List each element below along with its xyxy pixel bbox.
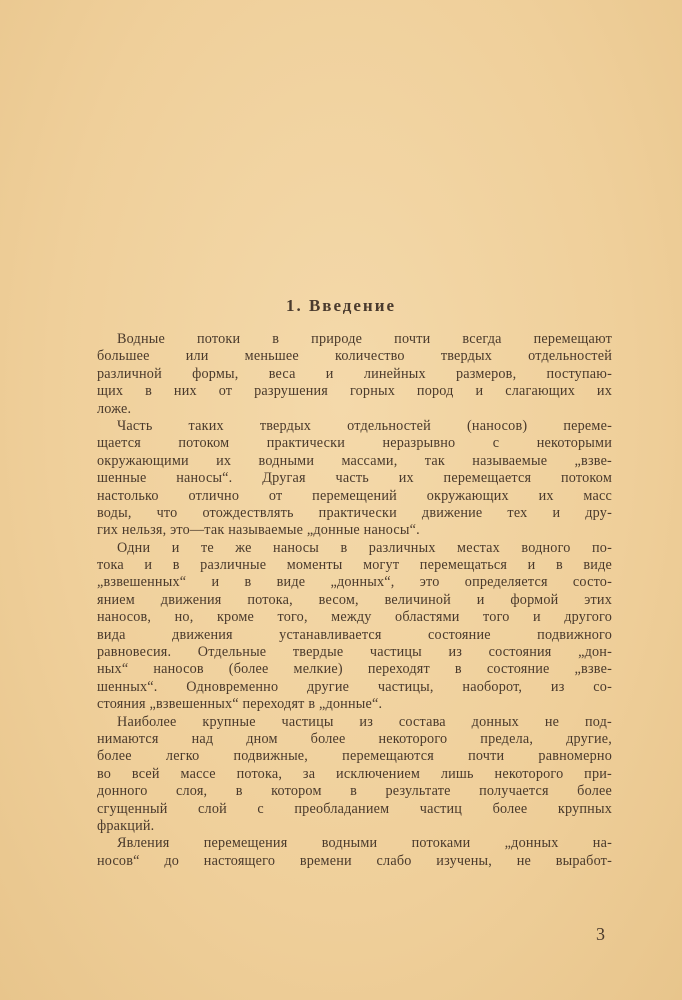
- text-line: янием движения потока, весом, величиной и формой этих: [97, 591, 612, 608]
- text-line: настолько отлично от перемещений окружающих их масс: [97, 487, 612, 504]
- text-line: окружающими их водными массами, так называемые „взве-: [97, 452, 612, 469]
- text-line: гих нельзя, это—так называемые „донные наносы“.: [97, 522, 420, 539]
- text-line: равновесия. Отдельные твердые частицы из состояния „дон-: [97, 644, 612, 661]
- text-line: шенных“. Одновременно другие частицы, наоборот, из со-: [97, 678, 612, 695]
- page-number: 3: [596, 924, 605, 944]
- text-line: Явления перемещения водными потоками „донных на-: [117, 835, 612, 852]
- text-line: Одни и те же наносы в различных местах водного по-: [117, 539, 612, 556]
- text-line: тока и в различные моменты могут перемещаться и в виде: [97, 557, 612, 574]
- text-line: воды, что отождествлять практически движение тех и дру-: [97, 504, 612, 521]
- text-line: щих в них от разрушения горных пород и слагающих их: [97, 383, 612, 400]
- text-line: фракций.: [97, 817, 155, 834]
- text-line: донного слоя, в котором в результате получается более: [97, 783, 612, 800]
- text-line: во всей массе потока, за исключением лишь некоторого при-: [97, 765, 612, 782]
- text-line: различной формы, веса и линейных размеров, поступаю-: [97, 365, 612, 382]
- body-text: [97, 331, 612, 870]
- text-line: ложе.: [97, 400, 132, 417]
- text-line: „взвешенных“ и в виде „донных“, это определяется состо-: [97, 574, 612, 591]
- section-title: 1. Введение: [285, 296, 397, 315]
- text-line: вида движения устанавливается состояние подвижного: [97, 626, 612, 643]
- text-line: большее или меньшее количество твердых отдельностей: [97, 348, 612, 365]
- text-line: Водные потоки в природе почти всегда перемещают: [117, 331, 612, 347]
- text-line: Наиболее крупные частицы из состава донных не под-: [117, 713, 612, 730]
- text-line: ных“ наносов (более мелкие) переходят в состояние „взве-: [97, 661, 612, 678]
- text-line: стояния „взвешенных“ переходят в „донные“.: [97, 696, 383, 713]
- text-line: более легко подвижные, перемещаются почти равномерно: [97, 748, 612, 765]
- text-line: шенные наносы“. Другая часть их перемещается потоком: [97, 470, 612, 487]
- text-line: наносов, но, кроме того, между областями того и другого: [97, 609, 612, 626]
- text-line: носов“ до настоящего времени слабо изучены, не выработ-: [97, 852, 612, 869]
- text-line: щается потоком практически неразрывно с некоторыми: [97, 435, 612, 452]
- text-line: Часть таких твердых отдельностей (наносов) переме-: [117, 417, 612, 434]
- text-line: нимаются над дном более некоторого предела, другие,: [97, 730, 612, 747]
- text-line: сгущенный слой с преобладанием частиц более крупных: [97, 800, 612, 817]
